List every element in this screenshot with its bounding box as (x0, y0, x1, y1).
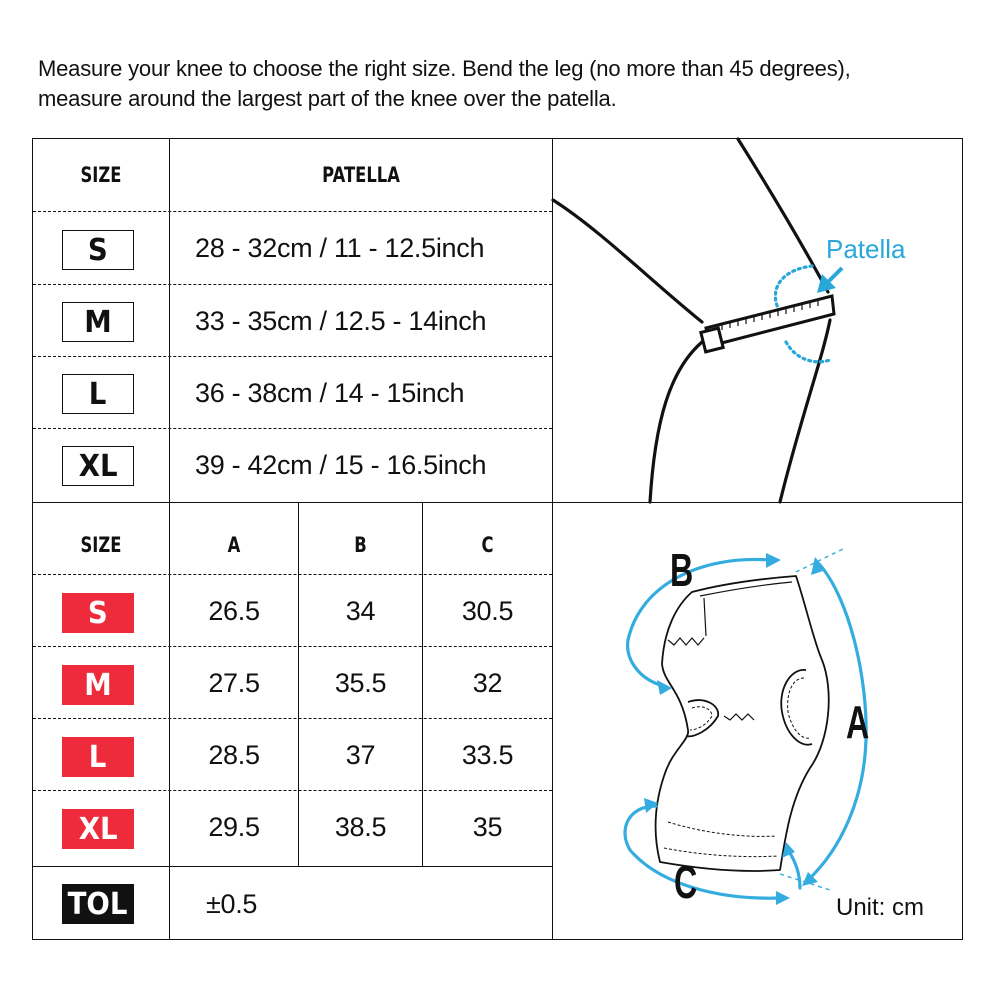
patella-header: PATELLA (322, 163, 400, 187)
tolerance-value: ±0.5 (206, 889, 258, 919)
c-header: C (481, 533, 494, 557)
brace-outline (656, 576, 829, 871)
shin-outline (650, 342, 702, 502)
tolerance-badge: TOL (62, 884, 134, 924)
b-arrow (628, 559, 770, 686)
row-divider (33, 866, 552, 867)
patella-value-xl: 39 - 42cm / 15 - 16.5inch (195, 450, 487, 480)
intro-text (38, 54, 978, 114)
patella-arrow-icon (817, 268, 842, 293)
row-divider (33, 428, 552, 429)
label-c: C (674, 857, 698, 909)
size-badge-l: L (62, 737, 134, 777)
row-divider (33, 356, 552, 357)
b-value-xl: 38.5 (334, 812, 387, 842)
a-value-s: 26.5 (208, 596, 260, 626)
measure-arrows (625, 559, 866, 898)
patella-value-s: 28 - 32cm / 11 - 12.5inch (195, 233, 485, 263)
c-value-xl: 35 (472, 812, 503, 842)
thigh-outline (738, 139, 828, 292)
divider (169, 138, 170, 503)
row-divider (33, 284, 552, 285)
guide-lines (780, 548, 845, 890)
size-badge-xl: XL (62, 809, 134, 849)
b-value-l: 37 (345, 740, 376, 770)
arrowheads (644, 553, 826, 905)
c-value-l: 33.5 (461, 740, 514, 770)
b-header: B (354, 533, 367, 557)
a-value-xl: 29.5 (208, 812, 260, 842)
knee-illustration (553, 139, 961, 502)
patella-label: Patella (826, 234, 906, 264)
divider (169, 502, 170, 940)
b-value-m: 35.5 (334, 668, 387, 698)
row-divider (33, 790, 552, 791)
c-arrow (625, 806, 780, 898)
row-divider (33, 574, 552, 575)
size-badge-l: L (62, 374, 134, 414)
row-divider (33, 646, 552, 647)
size-badge-m: M (62, 665, 134, 705)
thigh-outline (553, 200, 702, 322)
c-value-m: 32 (472, 668, 503, 698)
b-value-s: 34 (345, 596, 376, 626)
c-arrow-right (788, 850, 800, 888)
zigzag-seam (724, 714, 754, 720)
label-b: B (670, 545, 694, 597)
brace-illustration (553, 503, 961, 939)
a-header: A (227, 533, 241, 557)
size-header: SIZE (80, 163, 122, 187)
size-badge-xl: XL (62, 446, 134, 486)
a-value-l: 28.5 (208, 740, 260, 770)
measuring-tape-icon (701, 296, 834, 352)
intro-line-1: Measure your knee to choose the right size. Bend the leg (no more than 45 degrees), (38, 56, 851, 81)
patella-value-m: 33 - 35cm / 12.5 - 14inch (195, 306, 487, 336)
stitching (664, 678, 810, 857)
size-badge-s: S (62, 593, 134, 633)
size-badge-s: S (62, 230, 134, 270)
c-value-s: 30.5 (461, 596, 514, 626)
patella-value-l: 36 - 38cm / 14 - 15inch (195, 378, 465, 408)
unit-label: Unit: cm (836, 894, 925, 921)
shin-outline (780, 320, 830, 502)
intro-line-2: measure around the largest part of the knee over the patella. (38, 86, 617, 111)
label-a: A (846, 697, 870, 749)
a-value-m: 27.5 (208, 668, 260, 698)
row-divider (33, 718, 552, 719)
size-header: SIZE (80, 533, 122, 557)
row-divider (33, 211, 552, 212)
size-badge-m: M (62, 302, 134, 342)
